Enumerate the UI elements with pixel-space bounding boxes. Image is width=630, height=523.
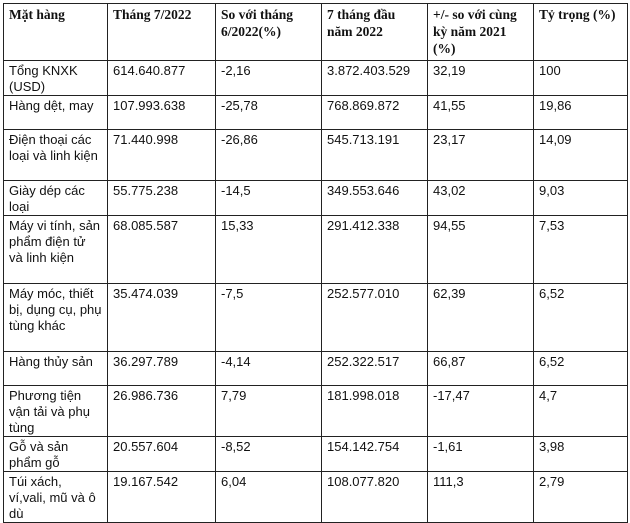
share-cell: 2,79: [534, 472, 628, 523]
item-cell: Túi xách, ví,vali, mũ và ô dù: [4, 472, 108, 523]
yoy-change-cell: -1,61: [428, 437, 534, 472]
header-cell-vs-prev-month: So với tháng 6/2022(%): [216, 4, 322, 61]
seven-months-cell: 768.869.872: [322, 96, 428, 130]
table-row: [4, 386, 628, 437]
seven-months-cell: 252.322.517: [322, 352, 428, 386]
month-value-cell: 35.474.039: [108, 284, 216, 352]
seven-months-cell: 3.872.403.529: [322, 61, 428, 96]
vs-prev-month-cell: -7,5: [216, 284, 322, 352]
seven-months-cell: 108.077.820: [322, 472, 428, 523]
seven-months-cell: 545.713.191: [322, 130, 428, 181]
month-value-cell: 68.085.587: [108, 216, 216, 284]
vs-prev-month-cell: -26,86: [216, 130, 322, 181]
header-cell-seven-months: 7 tháng đầu năm 2022: [322, 4, 428, 61]
item-cell: Hàng dệt, may: [4, 96, 108, 130]
seven-months-cell: 349.553.646: [322, 181, 428, 216]
month-value-cell: 26.986.736: [108, 386, 216, 437]
share-cell: 9,03: [534, 181, 628, 216]
vs-prev-month-cell: -2,16: [216, 61, 322, 96]
seven-months-cell: 291.412.338: [322, 216, 428, 284]
share-cell: 19,86: [534, 96, 628, 130]
header-cell-share: Tỷ trọng (%): [534, 4, 628, 61]
vs-prev-month-cell: -14,5: [216, 181, 322, 216]
share-cell: 14,09: [534, 130, 628, 181]
share-cell: 6,52: [534, 352, 628, 386]
item-cell: Gỗ và sản phẩm gỗ: [4, 437, 108, 472]
month-value-cell: 36.297.789: [108, 352, 216, 386]
export-table: [3, 3, 628, 523]
item-cell: Tổng KNXK (USD): [4, 61, 108, 96]
item-cell: Điện thoại các loại và linh kiện: [4, 130, 108, 181]
month-value-cell: 20.557.604: [108, 437, 216, 472]
yoy-change-cell: -17,47: [428, 386, 534, 437]
header-cell-item: Mặt hàng: [4, 4, 108, 61]
seven-months-cell: 181.998.018: [322, 386, 428, 437]
seven-months-cell: 252.577.010: [322, 284, 428, 352]
table-row: [4, 96, 628, 130]
yoy-change-cell: 62,39: [428, 284, 534, 352]
vs-prev-month-cell: 6,04: [216, 472, 322, 523]
month-value-cell: 614.640.877: [108, 61, 216, 96]
vs-prev-month-cell: 15,33: [216, 216, 322, 284]
table-body: [4, 61, 628, 523]
seven-months-cell: 154.142.754: [322, 437, 428, 472]
yoy-change-cell: 23,17: [428, 130, 534, 181]
item-cell: Giày dép các loại: [4, 181, 108, 216]
vs-prev-month-cell: 7,79: [216, 386, 322, 437]
vs-prev-month-cell: -4,14: [216, 352, 322, 386]
share-cell: 100: [534, 61, 628, 96]
share-cell: 3,98: [534, 437, 628, 472]
share-cell: 7,53: [534, 216, 628, 284]
share-cell: 4,7: [534, 386, 628, 437]
header-cell-month: Tháng 7/2022: [108, 4, 216, 61]
header-row: [4, 4, 628, 61]
yoy-change-cell: 94,55: [428, 216, 534, 284]
month-value-cell: 107.993.638: [108, 96, 216, 130]
month-value-cell: 55.775.238: [108, 181, 216, 216]
yoy-change-cell: 43,02: [428, 181, 534, 216]
yoy-change-cell: 111,3: [428, 472, 534, 523]
table-row: [4, 61, 628, 96]
item-cell: Phương tiện vận tải và phụ tùng: [4, 386, 108, 437]
item-cell: Máy vi tính, sản phẩm điện tử và linh kiện: [4, 216, 108, 284]
table-row: [4, 216, 628, 284]
table-row: [4, 472, 628, 523]
month-value-cell: 19.167.542: [108, 472, 216, 523]
item-cell: Hàng thủy sản: [4, 352, 108, 386]
vs-prev-month-cell: -25,78: [216, 96, 322, 130]
header-cell-yoy-change: +/- so với cùng kỳ năm 2021 (%): [428, 4, 534, 61]
table-row: [4, 130, 628, 181]
table-row: [4, 352, 628, 386]
table-row: [4, 437, 628, 472]
item-cell: Máy móc, thiết bị, dụng cụ, phụ tùng khác: [4, 284, 108, 352]
share-cell: 6,52: [534, 284, 628, 352]
month-value-cell: 71.440.998: [108, 130, 216, 181]
yoy-change-cell: 32,19: [428, 61, 534, 96]
yoy-change-cell: 66,87: [428, 352, 534, 386]
yoy-change-cell: 41,55: [428, 96, 534, 130]
table-row: [4, 284, 628, 352]
table-row: [4, 181, 628, 216]
vs-prev-month-cell: -8,52: [216, 437, 322, 472]
